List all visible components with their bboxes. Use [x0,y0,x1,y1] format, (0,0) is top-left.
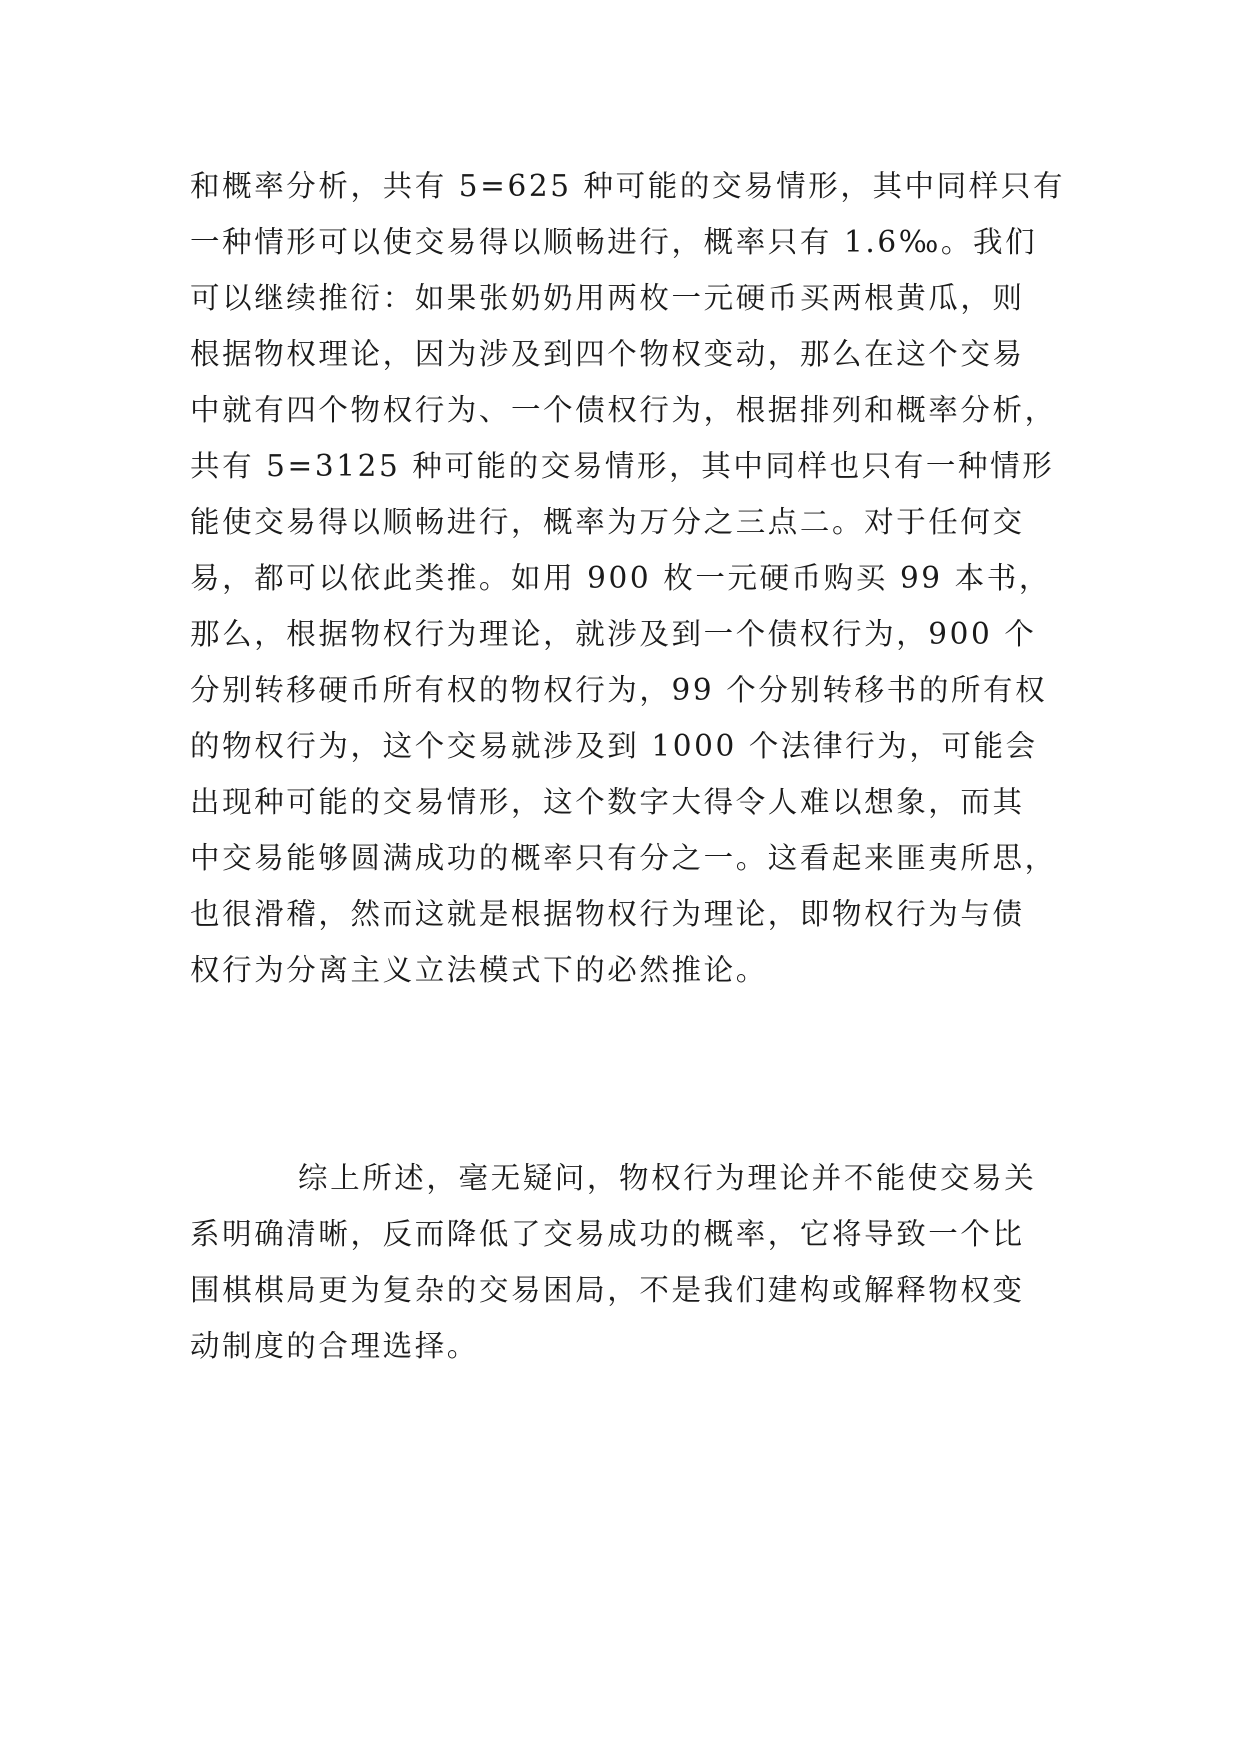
text-line: 的物权行为，这个交易就涉及到 1000 个法律行为，可能会 [190,729,1038,763]
text-line: 和概率分析，共有 5=625 种可能的交易情形，其中同样只有 [190,169,1066,203]
text-line: 围棋棋局更为复杂的交易困局，不是我们建构或解释物权变 [190,1273,1025,1307]
text-line: 中就有四个物权行为、一个债权行为，根据排列和概率分析， [190,393,1057,427]
text-line: 动制度的合理选择。 [190,1329,479,1363]
text-line: 根据物权理论，因为涉及到四个物权变动，那么在这个交易 [190,337,1025,371]
text-line: 分别转移硬币所有权的物权行为，99 个分别转移书的所有权 [190,673,1048,707]
text-line: 易，都可以依此类推。如用 900 枚一元硬币购买 99 本书， [190,561,1051,595]
text-line: 也很滑稽，然而这就是根据物权行为理论，即物权行为与债 [190,897,1025,931]
text-line: 共有 5=3125 种可能的交易情形，其中同样也只有一种情形 [190,449,1055,483]
text-line: 那么，根据物权行为理论，就涉及到一个债权行为，900 个 [190,617,1037,651]
text-line: 能使交易得以顺畅进行，概率为万分之三点二。对于任何交 [190,505,1025,539]
text-line: 权行为分离主义立法模式下的必然推论。 [190,953,768,987]
text-line: 系明确清晰，反而降低了交易成功的概率，它将导致一个比 [190,1217,1025,1251]
text-line: 一种情形可以使交易得以顺畅进行，概率只有 1.6‰。我们 [190,225,1038,259]
text-line: 可以继续推衍：如果张奶奶用两枚一元硬币买两根黄瓜，则 [190,281,1025,315]
text-line: 出现种可能的交易情形，这个数字大得令人难以想象，而其 [190,785,1025,819]
body-paragraph [190,158,1066,998]
text-line: 中交易能够圆满成功的概率只有分之一。这看起来匪夷所思， [190,841,1057,875]
text-line: 综上所述，毫无疑问，物权行为理论并不能使交易关 [298,1161,1037,1195]
conclusion-paragraph [190,1150,1050,1374]
